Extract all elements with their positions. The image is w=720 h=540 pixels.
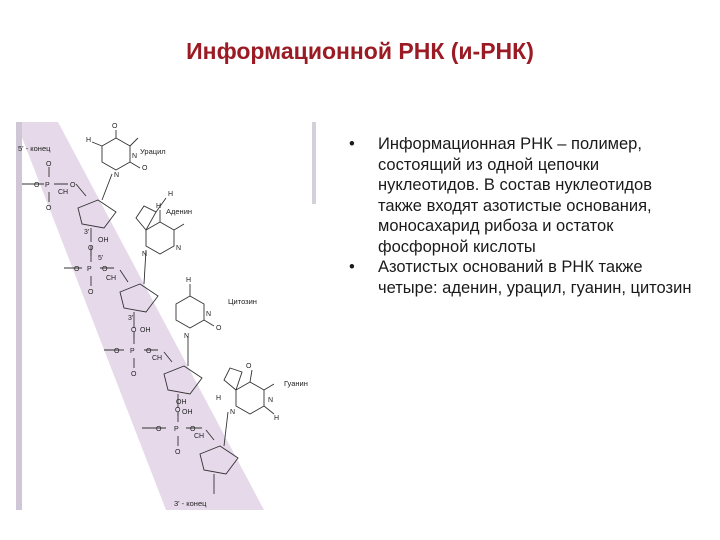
svg-text:O: O: [34, 182, 40, 189]
svg-text:CH: CH: [106, 275, 117, 282]
svg-text:O: O: [112, 123, 118, 130]
svg-text:O: O: [131, 371, 137, 378]
svg-text:N: N: [230, 409, 236, 416]
svg-text:O: O: [246, 363, 252, 370]
svg-text:3': 3': [128, 315, 134, 322]
svg-text:P: P: [45, 182, 50, 189]
svg-text:O: O: [114, 348, 120, 355]
svg-text:O: O: [88, 245, 94, 252]
svg-text:OH: OH: [182, 409, 193, 416]
rna-structure-figure: [16, 122, 316, 510]
svg-text:N: N: [142, 251, 148, 258]
svg-text:H: H: [156, 203, 162, 210]
svg-text:O: O: [70, 182, 76, 189]
svg-text:5': 5': [98, 255, 104, 262]
svg-text:O: O: [142, 165, 148, 172]
svg-text:CH: CH: [152, 355, 163, 362]
svg-text:O: O: [216, 325, 222, 332]
slide-title: Информационной РНК (и-РНК): [186, 38, 534, 64]
svg-text:H: H: [274, 415, 280, 422]
svg-text:O: O: [175, 407, 181, 414]
svg-text:3': 3': [84, 229, 90, 236]
svg-text:O: O: [46, 161, 52, 168]
svg-text:N: N: [114, 172, 120, 179]
svg-text:O: O: [102, 266, 108, 273]
svg-text:H: H: [86, 137, 92, 144]
bullet-list: [345, 134, 695, 298]
svg-text:O: O: [131, 327, 137, 334]
svg-text:N: N: [268, 397, 274, 404]
backbone-band: [16, 122, 264, 510]
svg-text:N: N: [132, 153, 138, 160]
svg-text:O: O: [146, 348, 152, 355]
svg-text:O: O: [46, 205, 52, 212]
svg-text:CH: CH: [194, 433, 205, 440]
svg-text:H: H: [216, 395, 222, 402]
svg-text:P: P: [130, 348, 135, 355]
svg-text:O: O: [74, 266, 80, 273]
base-label-cytosine: Цитозин: [228, 297, 257, 306]
svg-text:O: O: [190, 426, 196, 433]
svg-text:N: N: [176, 245, 182, 252]
svg-text:N: N: [184, 333, 190, 340]
svg-text:N: N: [206, 311, 212, 318]
svg-text:O: O: [156, 426, 162, 433]
svg-text:H: H: [168, 191, 174, 198]
bullet-item: • Азотистых оснований в РНК также четыре: аденин, урацил, гуанин, цитозин: [345, 257, 695, 298]
svg-text:CH: CH: [58, 189, 69, 196]
svg-text:H: H: [186, 277, 192, 284]
svg-text:OH: OH: [98, 237, 109, 244]
base-label-guanine: Гуанин: [284, 379, 308, 388]
three-prime-end-label: 3' - конец: [174, 499, 207, 508]
base-label-uracil: Урацил: [140, 147, 166, 156]
bullet-item: • Информационная РНК – полимер, состоящий из одной цепочки нуклеотидов. В состав нуклеотидов также входят азотистые основания, моносахарид рибоза и остаток фосфорной кислоты: [345, 134, 695, 257]
svg-text:O: O: [88, 289, 94, 296]
base-label-adenine: Аденин: [166, 207, 193, 216]
svg-text:P: P: [174, 426, 179, 433]
svg-text:OH: OH: [176, 399, 187, 406]
svg-text:OH: OH: [140, 327, 151, 334]
svg-text:O: O: [175, 449, 181, 456]
svg-text:P: P: [87, 266, 92, 273]
five-prime-end-label: 5' - конец: [18, 144, 51, 153]
